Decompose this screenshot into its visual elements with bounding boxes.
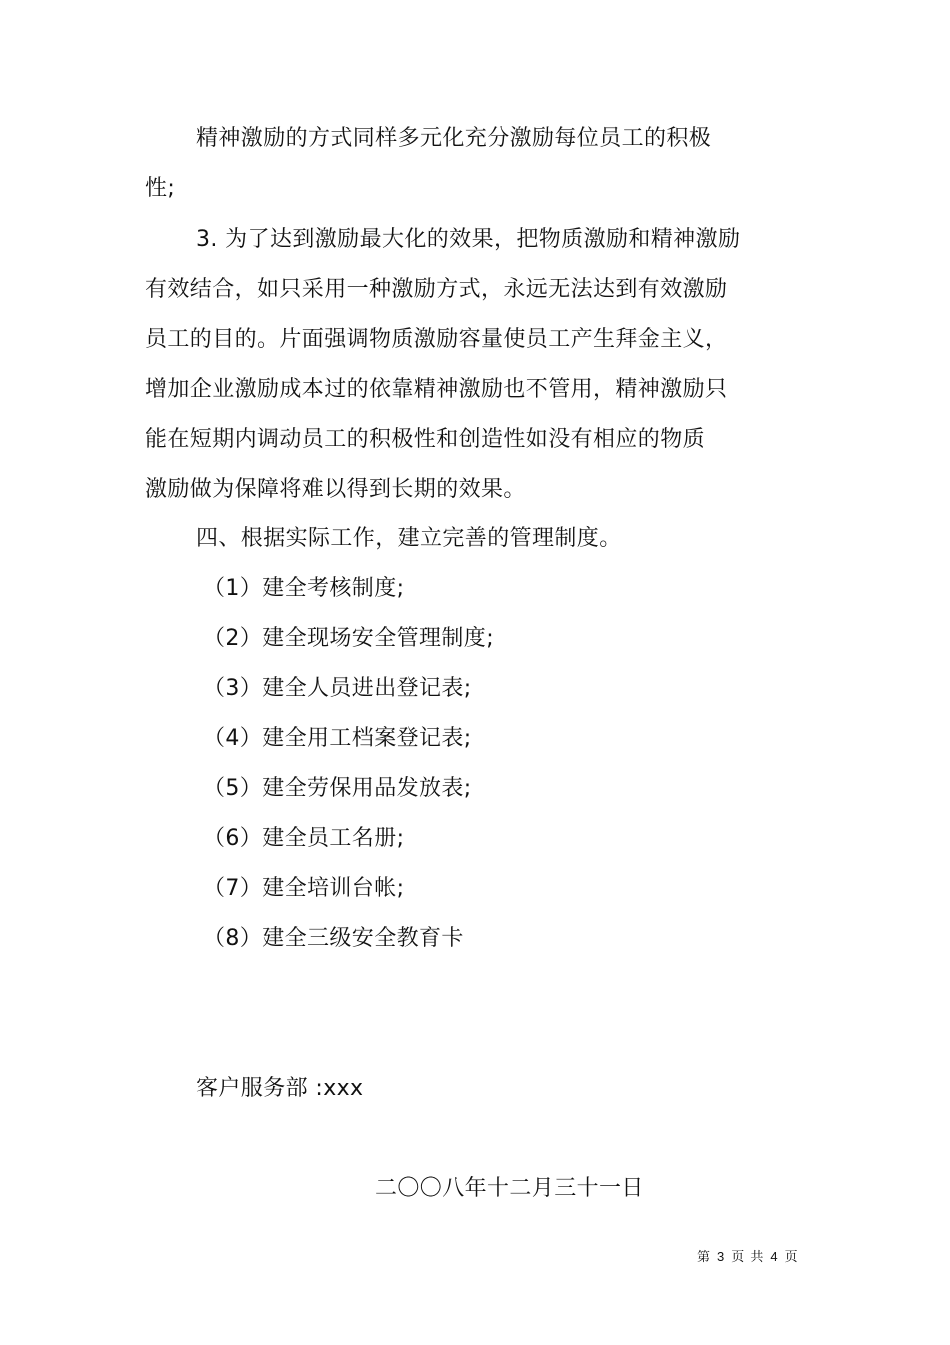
signature: 客户服务部 :xxx (196, 1076, 364, 1101)
paragraph-line-8: 激励做为保障将难以得到长期的效果。 (145, 477, 526, 502)
list-item-1: （1）建全考核制度; (203, 576, 405, 601)
paragraph-line-2: 性; (145, 176, 176, 201)
document-date: 二〇〇八年十二月三十一日 (375, 1176, 644, 1201)
list-item-2: （2）建全现场安全管理制度; (203, 626, 495, 651)
list-item-4: （4）建全用工档案登记表; (203, 726, 472, 751)
footer-page-number: 3 (717, 1249, 726, 1264)
list-item-3: （3）建全人员进出登记表; (203, 676, 472, 701)
paragraph-line-7: 能在短期内调动员工的积极性和创造性如没有相应的物质 (145, 427, 706, 452)
section-heading: 四、根据实际工作，建立完善的管理制度。 (196, 526, 622, 551)
paragraph-line-4: 有效结合，如只采用一种激励方式，永远无法达到有效激励 (145, 277, 728, 302)
footer-middle: 页 共 (731, 1250, 765, 1265)
footer-suffix: 页 (784, 1250, 799, 1265)
footer-prefix: 第 (697, 1250, 712, 1265)
footer-total-pages: 4 (770, 1249, 779, 1264)
page-number-footer (697, 1247, 799, 1268)
paragraph-line-6: 增加企业激励成本过的依靠精神激励也不管用，精神激励只 (145, 377, 728, 402)
paragraph-line-1: 精神激励的方式同样多元化充分激励每位员工的积极 (196, 126, 712, 151)
list-item-7: （7）建全培训台帐; (203, 876, 405, 901)
paragraph-line-3: 3. 为了达到激励最大化的效果，把物质激励和精神激励 (196, 227, 741, 252)
list-item-6: （6）建全员工名册; (203, 826, 405, 851)
list-item-5: （5）建全劳保用品发放表; (203, 776, 472, 801)
list-item-8: （8）建全三级安全教育卡 (203, 926, 464, 951)
paragraph-line-5: 员工的目的。片面强调物质激励容量使员工产生拜金主义， (145, 327, 728, 352)
